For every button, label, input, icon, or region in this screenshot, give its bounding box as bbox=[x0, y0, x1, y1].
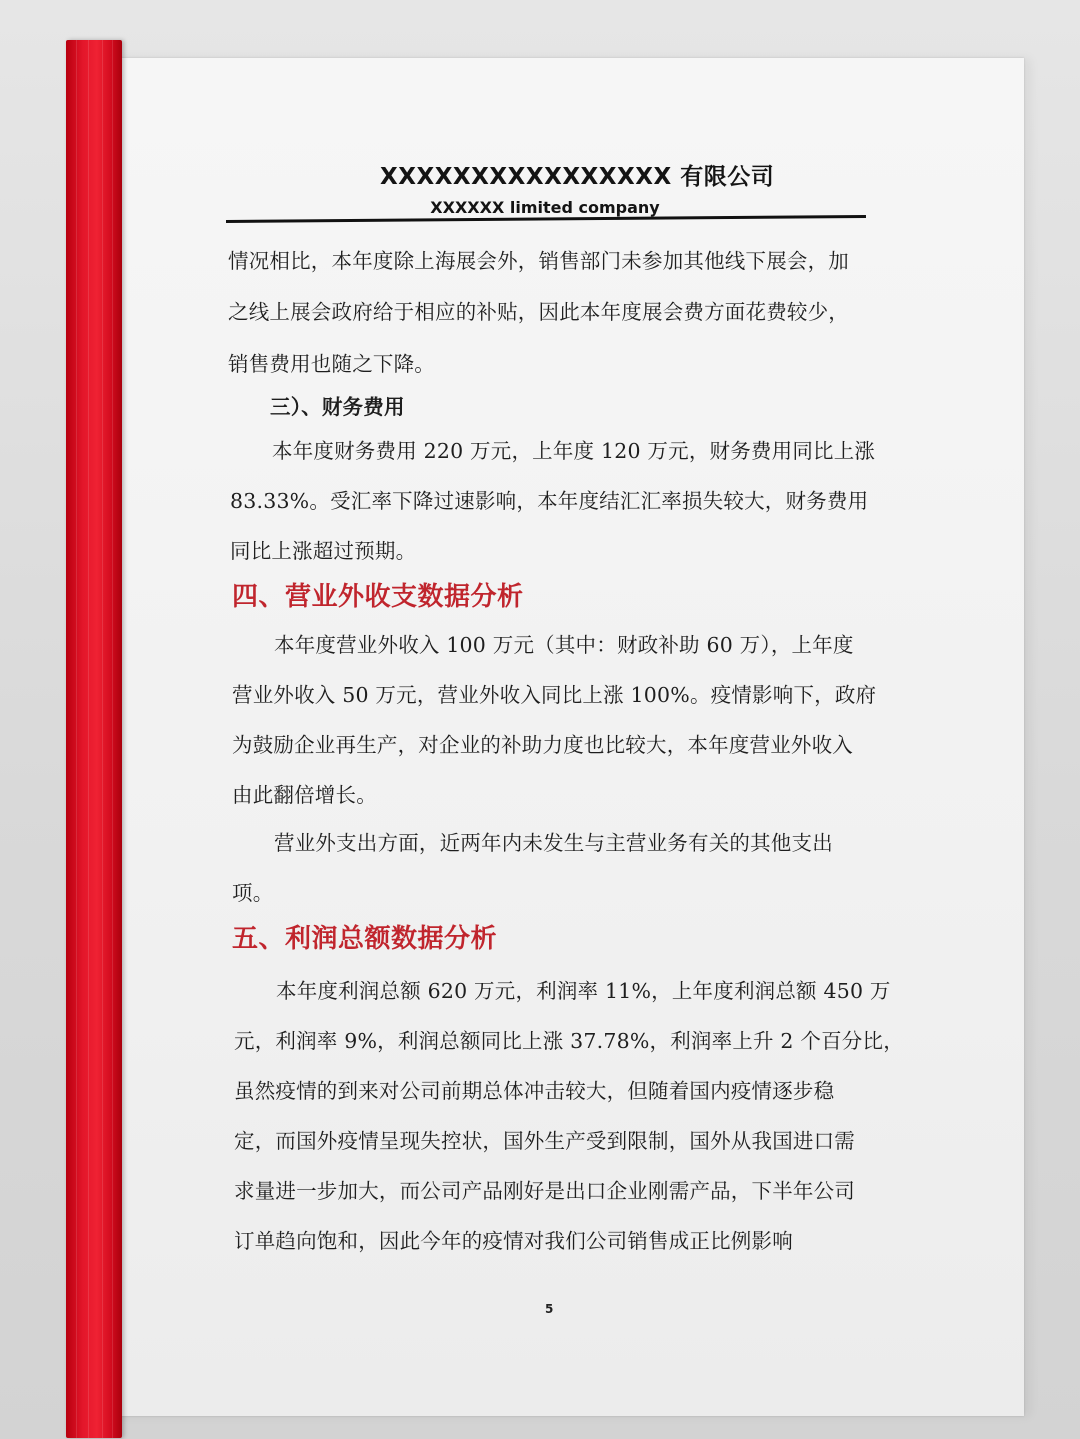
paragraph-line: 营业外收入 50 万元，营业外收入同比上涨 100%。疫情影响下，政府 bbox=[232, 683, 877, 707]
paragraph-line: 销售费用也随之下降。 bbox=[228, 352, 435, 376]
paragraph-line: 求量进一步加大，而公司产品刚好是出口企业刚需产品，下半年公司 bbox=[234, 1179, 855, 1203]
binder-stripe bbox=[88, 40, 89, 1438]
paragraph-line: 订单趋向饱和，因此今年的疫情对我们公司销售成正比例影响 bbox=[234, 1229, 793, 1253]
paragraph-line: 营业外支出方面，近两年内未发生与主营业务有关的其他支出 bbox=[274, 831, 833, 855]
red-binder-spine bbox=[66, 40, 122, 1438]
paragraph-line: 为鼓励企业再生产，对企业的补助力度也比较大，本年度营业外收入 bbox=[232, 733, 853, 757]
company-name-en: XXXXXX limited company bbox=[430, 198, 660, 217]
subheading-finance-expenses: 三）、财务费用 bbox=[270, 395, 405, 419]
paragraph-line: 定，而国外疫情呈现失控状，国外生产受到限制，国外从我国进口需 bbox=[234, 1129, 855, 1153]
paragraph-line: 83.33%。受汇率下降过速影响，本年度结汇汇率损失较大，财务费用 bbox=[230, 489, 869, 513]
paragraph-line: 情况相比，本年度除上海展会外，销售部门未参加其他线下展会，加 bbox=[228, 249, 849, 273]
section-heading-total-profit: 五、利润总额数据分析 bbox=[232, 924, 498, 954]
paragraph-line: 项。 bbox=[232, 881, 274, 905]
paragraph-line: 元，利润率 9%，利润总额同比上涨 37.78%，利润率上升 2 个百分比， bbox=[234, 1029, 904, 1053]
paragraph-line: 本年度营业外收入 100 万元（其中：财政补助 60 万），上年度 bbox=[274, 633, 854, 657]
company-name-cn: XXXXXXXXXXXXXXXX 有限公司 bbox=[380, 164, 775, 190]
binder-stripe bbox=[112, 40, 113, 1438]
paragraph-line: 由此翻倍增长。 bbox=[232, 783, 377, 807]
paragraph-line: 之线上展会政府给于相应的补贴，因此本年度展会费方面花费较少， bbox=[228, 300, 849, 324]
paragraph-line: 本年度利润总额 620 万元，利润率 11%，上年度利润总额 450 万 bbox=[276, 979, 891, 1003]
section-heading-non-operating: 四、营业外收支数据分析 bbox=[232, 582, 524, 612]
paragraph-line: 虽然疫情的到来对公司前期总体冲击较大，但随着国内疫情逐步稳 bbox=[234, 1079, 835, 1103]
paragraph-line: 本年度财务费用 220 万元，上年度 120 万元，财务费用同比上涨 bbox=[272, 439, 876, 463]
page-number: 5 bbox=[545, 1302, 554, 1316]
paragraph-line: 同比上涨超过预期。 bbox=[230, 539, 417, 563]
binder-stripe bbox=[102, 40, 103, 1438]
binder-stripe bbox=[76, 40, 77, 1438]
